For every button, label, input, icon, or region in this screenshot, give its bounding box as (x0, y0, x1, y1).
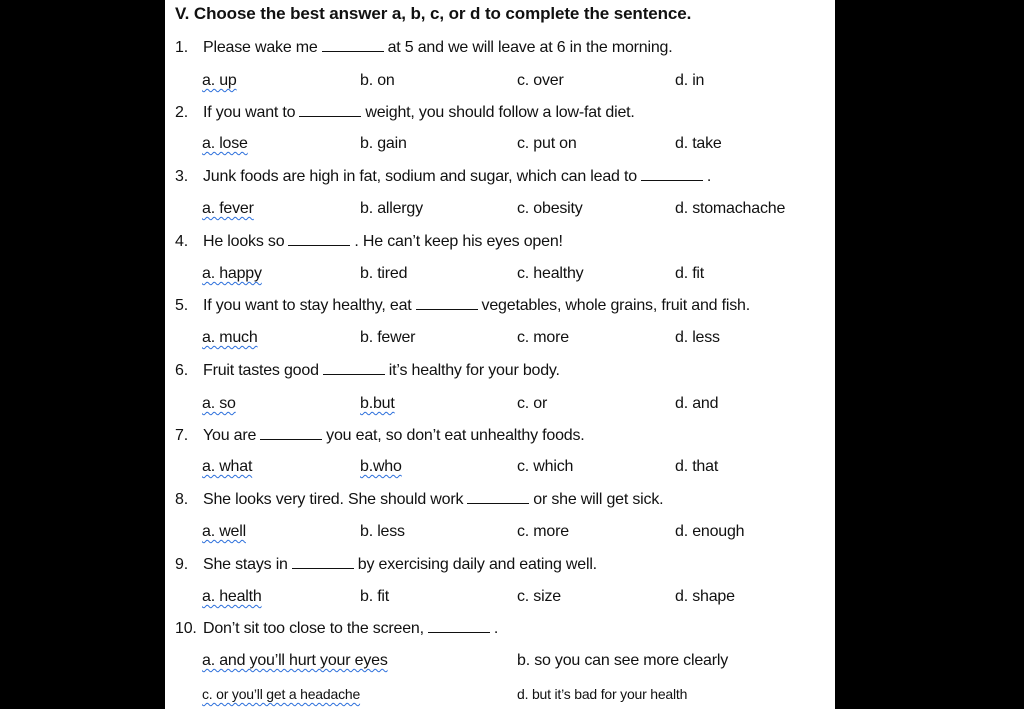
question-text: 5. If you want to stay healthy, eat vegetables, whole grains, fruit and fish. (175, 297, 750, 314)
option-d: d. take (675, 135, 722, 152)
options-row (165, 262, 835, 286)
answer-blank (428, 618, 490, 633)
option-c: c. more (517, 329, 569, 346)
question-text: 3. Junk foods are high in fat, sodium and sugar, which can lead to . (175, 168, 712, 185)
option-b: b. allergy (360, 200, 423, 217)
question-text: 2. If you want to weight, you should follow a low-fat diet. (175, 104, 635, 121)
answer-blank (323, 360, 385, 375)
option-c: c. which (517, 458, 574, 475)
answer-blank (299, 102, 361, 117)
options-row (165, 520, 835, 544)
question-text: 4. He looks so . He can’t keep his eyes open! (175, 233, 563, 250)
question-row (165, 36, 835, 60)
option-b: b. less (360, 523, 405, 540)
answer-blank (288, 231, 350, 246)
question-row (165, 553, 835, 577)
option-a: a. much (202, 329, 258, 346)
question-text: 7. You are you eat, so don’t eat unhealthy foods. (175, 427, 585, 444)
options-row (165, 455, 835, 479)
options-row (165, 585, 835, 609)
option-a: a. lose (202, 135, 248, 152)
section-heading: V. Choose the best answer a, b, c, or d to complete the sentence. (175, 4, 692, 23)
option-b: b. tired (360, 265, 408, 282)
option-b: b.who (360, 458, 402, 475)
options-row (165, 197, 835, 221)
question-text: 6. Fruit tastes good it’s healthy for your body. (175, 362, 560, 379)
question-text: 1. Please wake me at 5 and we will leave at 6 in the morning. (175, 39, 673, 56)
option-d: d. stomachache (675, 200, 786, 217)
option-d: d. enough (675, 523, 745, 540)
option-d: d. in (675, 72, 705, 89)
option-a: a. fever (202, 200, 254, 217)
option-a: a. well (202, 523, 246, 540)
option-a: a. up (202, 72, 237, 89)
question-text: 8. She looks very tired. She should work or she will get sick. (175, 491, 664, 508)
option-c: c. over (517, 72, 564, 89)
option-d: d. fit (675, 265, 705, 282)
options-row (165, 392, 835, 416)
options-row (165, 682, 835, 706)
answer-blank (641, 166, 703, 181)
question-row (165, 359, 835, 383)
option-b: b. fit (360, 588, 390, 605)
option-c: c. healthy (517, 265, 584, 282)
options-row (165, 69, 835, 93)
option-a: a. happy (202, 265, 262, 282)
option-c: c. size (517, 588, 561, 605)
question-row (165, 488, 835, 512)
option-c: c. more (517, 523, 569, 540)
question-row (165, 424, 835, 448)
option-c: c. obesity (517, 200, 583, 217)
answer-blank (467, 489, 529, 504)
answer-blank (292, 554, 354, 569)
option-d: d. less (675, 329, 720, 346)
option-d: d. and (675, 395, 719, 412)
answer-blank (260, 425, 322, 440)
option-d: d. that (675, 458, 719, 475)
question-text: 10. Don’t sit too close to the screen, . (175, 620, 499, 637)
option-d: d. shape (675, 588, 735, 605)
question-row (165, 165, 835, 189)
option-a: a. so (202, 395, 236, 412)
option-d: d. but it’s bad for your health (517, 686, 688, 702)
question-row (165, 101, 835, 125)
option-b: b.but (360, 395, 395, 412)
options-row (165, 649, 835, 673)
worksheet-page (165, 0, 835, 709)
option-b: b. gain (360, 135, 407, 152)
options-row (165, 326, 835, 350)
question-row (165, 230, 835, 254)
option-c: c. or (517, 395, 548, 412)
option-a: a. and you’ll hurt your eyes (202, 652, 388, 669)
option-a: a. what (202, 458, 253, 475)
option-b: b. fewer (360, 329, 416, 346)
question-row (165, 294, 835, 318)
answer-blank (322, 37, 384, 52)
options-row (165, 132, 835, 156)
option-b: b. on (360, 72, 395, 89)
option-c: c. put on (517, 135, 577, 152)
answer-blank (416, 295, 478, 310)
option-a: a. health (202, 588, 262, 605)
option-b: b. so you can see more clearly (517, 652, 728, 669)
question-row (165, 617, 835, 641)
option-c: c. or you’ll get a headache (202, 686, 361, 702)
question-text: 9. She stays in by exercising daily and eating well. (175, 556, 597, 573)
